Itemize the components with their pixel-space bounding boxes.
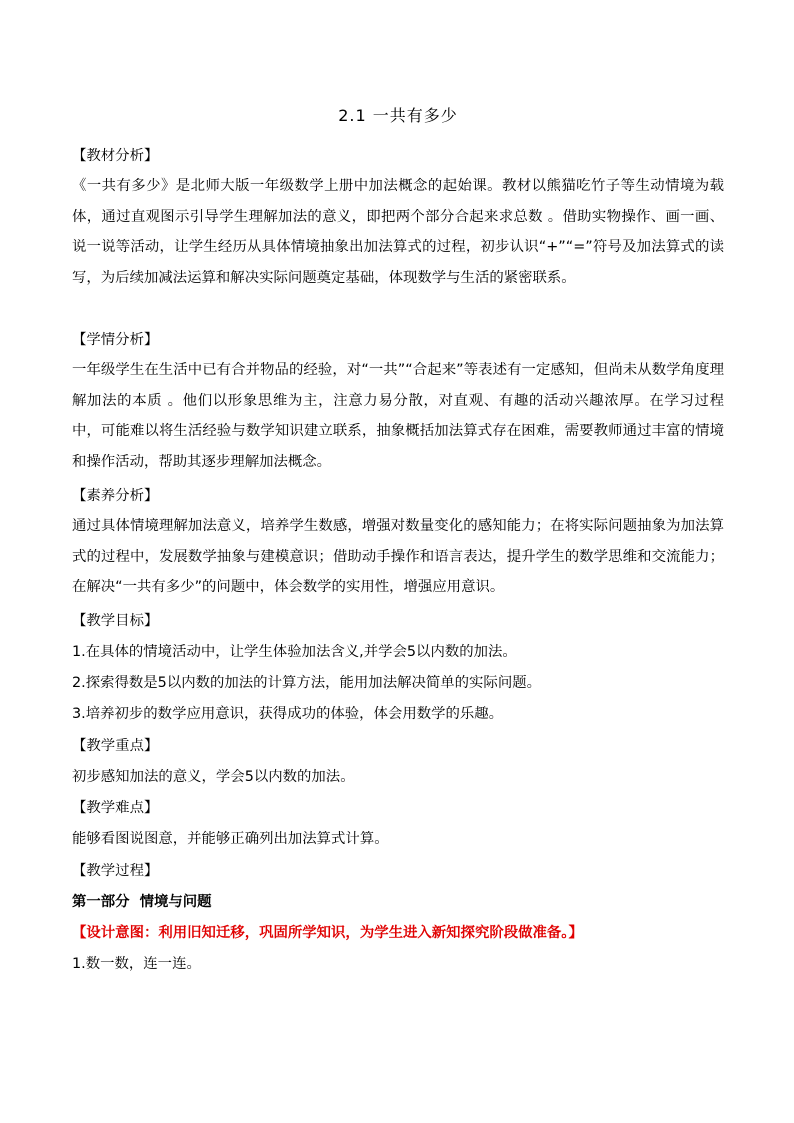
literacy-analysis-body: 通过具体情境理解加法意义，培养学生数感，增强对数量变化的感知能力；在将实际问题抽象为加法算式的过程中，发展数学抽象与建模意识；借助动手操作和语言表达，提升学生的数学思维和交流能力；在解决“一共有多少”的问题中，体会数学的实用性，增强应用意识。 bbox=[72, 518, 724, 596]
key-points-body: 初步感知加法的意义，学会5以内数的加法。 bbox=[72, 769, 355, 785]
textbook-analysis-heading: 【教材分析】 bbox=[72, 148, 159, 164]
step-one-text: 1.数一数，连一连。 bbox=[72, 956, 201, 972]
key-points-heading: 【教学重点】 bbox=[72, 738, 159, 754]
teaching-goals-heading: 【教学目标】 bbox=[72, 613, 159, 629]
difficulties-body: 能够看图说图意，并能够正确列出加法算式计算。 bbox=[72, 831, 389, 847]
teaching-goal-item: 1.在具体的情境活动中，让学生体验加法含义,并学会5以内数的加法。 bbox=[72, 644, 517, 660]
page-title: 2.1 一共有多少 bbox=[338, 106, 458, 125]
student-analysis-heading: 【学情分析】 bbox=[72, 332, 159, 348]
textbook-analysis-body: 《一共有多少》是北师大版一年级数学上册中加法概念的起始课。教材以熊猫吃竹子等生动情境为载体，通过直观图示引导学生理解加法的意义，即把两个部分合起来求总数 。借助实物操作、画一画、说一说等活动，让学生经历从具体情境抽象出加法算式的过程，初步认识“+”“=”符号及加法算式的读写，为后续加减法运算和解决实际问题奠定基础，体现数学与生活的紧密联系。 bbox=[72, 178, 724, 286]
difficulties-heading: 【教学难点】 bbox=[72, 800, 159, 816]
teaching-process-heading: 【教学过程】 bbox=[72, 863, 159, 879]
teaching-goal-item: 2.探索得数是5以内数的加法的计算方法，能用加法解决简单的实际问题。 bbox=[72, 675, 541, 691]
literacy-analysis-heading: 【素养分析】 bbox=[72, 488, 159, 504]
part-one-heading: 第一部分 情境与问题 bbox=[72, 894, 212, 910]
design-intent-note: 【设计意图：利用旧知迁移，巩固所学知识，为学生进入新知探究阶段做准备。】 bbox=[72, 925, 583, 941]
student-analysis-body: 一年级学生在生活中已有合并物品的经验，对“一共”“合起来”等表述有一定感知，但尚未从数学角度理解加法的本质 。他们以形象思维为主，注意力易分散，对直观、有趣的活动兴趣浓厚。在学习过程中，可能难以将生活经验与数学知识建立联系，抽象概括加法算式存在困难，需要教师通过丰富的情境和操作活动，帮助其逐步理解加法概念。 bbox=[72, 362, 724, 470]
teaching-goal-item: 3.培养初步的数学应用意识，获得成功的体验，体会用数学的乐趣。 bbox=[72, 706, 504, 722]
